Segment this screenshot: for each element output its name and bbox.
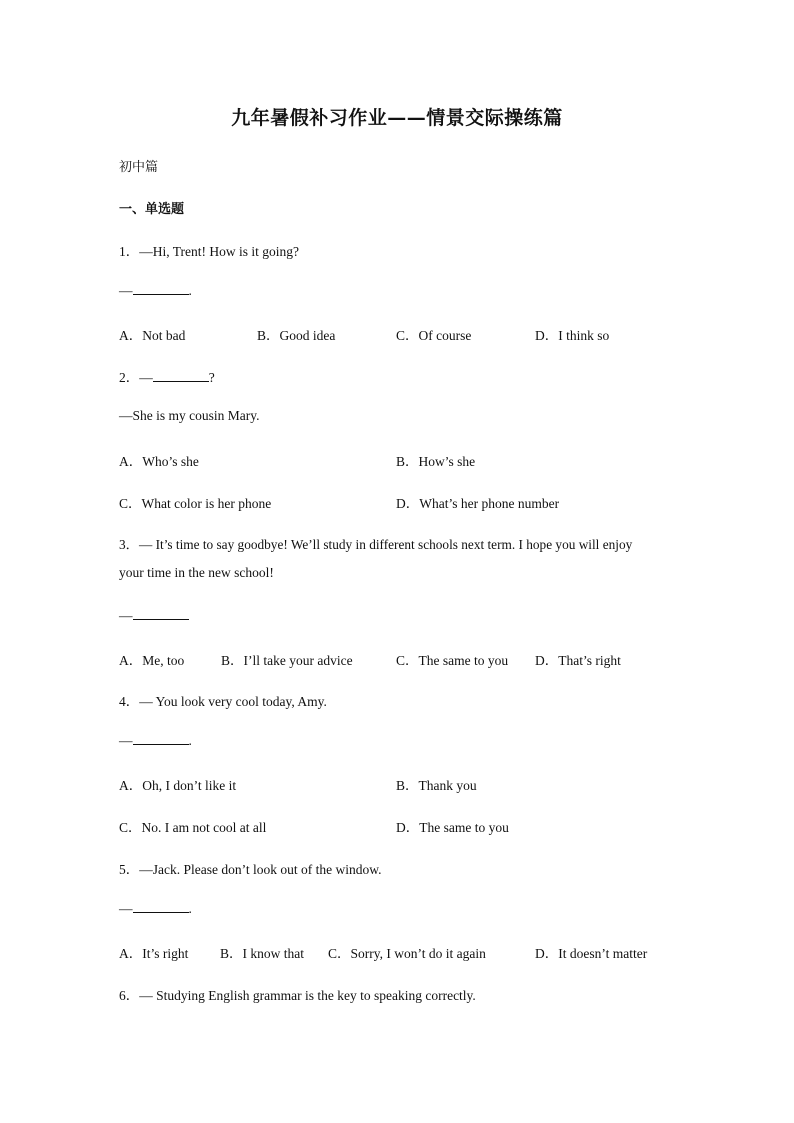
question-5-option-a: A．It’s right [119,946,189,961]
question-5-reply [119,900,192,917]
question-4-reply [119,732,192,749]
question-2-reply: —She is my cousin Mary. [119,408,260,423]
question-4-option-b: B．Thank you [396,778,477,793]
reply-dash: — [119,608,133,623]
subtitle: 初中篇 [119,160,159,175]
answer-blank [153,369,209,382]
reply-end: . [188,283,192,298]
stem-prefix: 2．— [119,370,153,385]
question-3-option-b: B．I’ll take your advice [221,653,353,668]
question-2-option-b: B．How’s she [396,454,476,469]
question-5-option-d: D．It doesn’t matter [535,946,648,961]
question-3-option-c: C．The same to you [396,653,509,668]
question-1-option-a: A．Not bad [119,328,186,343]
question-4-option-c: C．No. I am not cool at all [119,820,267,835]
question-2-stem [119,366,215,386]
question-5-option-b: B．I know that [220,946,304,961]
question-3-stem-line-2: your time in the new school! [119,565,274,580]
question-3-option-a: A．Me, too [119,653,185,668]
document-title: 九年暑假补习作业——情景交际操练篇 [231,107,563,129]
answer-blank [133,900,189,913]
reply-dash: — [119,283,133,298]
question-1-reply [119,282,192,299]
answer-blank [133,732,189,745]
question-4-option-d: D．The same to you [396,820,509,835]
question-2-option-d: D．What’s her phone number [396,496,560,511]
stem-suffix: ? [208,370,215,385]
question-1-option-b: B．Good idea [257,328,336,343]
question-4-option-a: A．Oh, I don’t like it [119,778,237,793]
question-1-option-d: D．I think so [535,328,610,343]
reply-dash: — [119,901,133,916]
question-5-option-c: C．Sorry, I won’t do it again [328,946,486,961]
question-1-stem: 1．—Hi, Trent! How is it going? [119,244,300,259]
reply-end: . [188,901,192,916]
question-4-stem: 4．— You look very cool today, Amy. [119,694,327,709]
answer-blank [133,607,189,620]
answer-blank [133,282,189,295]
question-3-reply [119,607,189,624]
question-1-option-c: C．Of course [396,328,472,343]
reply-end: . [188,733,192,748]
section-heading: 一、单选题 [119,202,185,217]
question-2-option-a: A．Who’s she [119,454,199,469]
question-6-stem: 6．— Studying English grammar is the key to speaking correctly. [119,988,476,1003]
reply-dash: — [119,733,133,748]
question-3-stem-line-1: 3．— It’s time to say goodbye! We’ll study in different schools next term. I hope you will enjoy [119,537,633,552]
question-2-option-c: C．What color is her phone [119,496,272,511]
question-3-option-d: D．That’s right [535,653,621,668]
question-5-stem: 5．—Jack. Please don’t look out of the window. [119,862,382,877]
